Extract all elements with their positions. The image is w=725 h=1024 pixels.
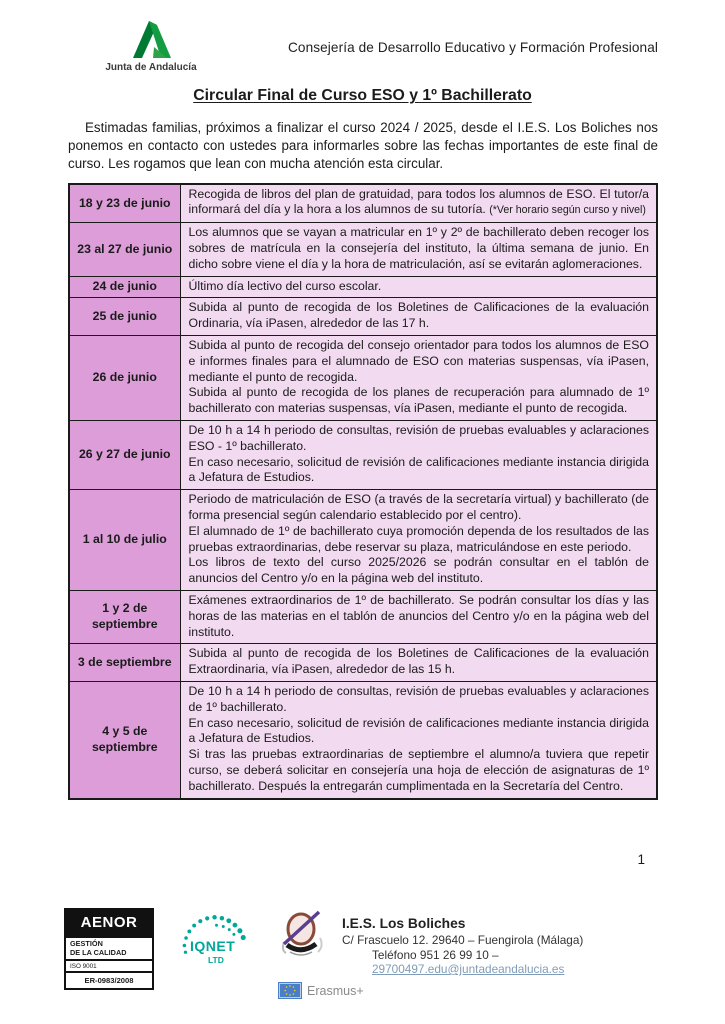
iqnet-name: IQNET: [190, 938, 236, 954]
aenor-logo: AENOR: [66, 910, 152, 936]
brand-name: Junta de Andalucía: [105, 62, 197, 73]
school-name: I.E.S. Los Boliches: [342, 916, 466, 931]
erasmus-label: Erasmus+: [307, 983, 364, 998]
date-cell: 18 y 23 de junio: [69, 184, 180, 223]
intro-paragraph: Estimadas familias, próximos a finalizar el curso 2024 / 2025, desde el I.E.S. Los Boliches nos ponemos en contacto con ustedes para informarles sobre las fechas importantes de este final de curso. Les rogamos que lean con mucha atención esta circular.: [68, 120, 658, 172]
school-email-link[interactable]: 29700497.edu@juntadeandalucia.es: [372, 962, 565, 976]
description-cell: Periodo de matriculación de ESO (a través de la secretaría virtual) y bachillerato (de forma presencial según calendario establecido por el centro). El alumnado de 1º de bachillerato cuya promoción dependa de los resultados de las pruebas extraordinarias, debe reservar su plaza, matriculándose en este periodo. Los libros de texto del curso 2025/2026 se podrán consultar en el tablón de anuncios del Centro y/o en la página web del instituto.: [180, 490, 657, 591]
table-row: [69, 490, 657, 591]
aenor-certification-badge: [64, 908, 154, 990]
description-cell: Los alumnos que se vayan a matricular en 1º y 2º de bachillerato deben recoger los sobres de matrícula en la consejería del instituto, la última semana de junio. En dicho sobre viene el día y la hora de matriculación, así se evitarán aglomeraciones.: [180, 223, 657, 276]
aenor-gestion-label: GESTIÓN DE LA CALIDAD: [66, 936, 152, 959]
school-text: [342, 908, 664, 976]
table-row: [69, 335, 657, 420]
description-cell: Último día lectivo del curso escolar.: [180, 276, 657, 298]
description-cell: Recogida de libros del plan de gratuidad, para todos los alumnos de ESO. El tutor/a informará del día y la hora a los alumnos de su tutoría. (*Ver horario según curso y nivel): [180, 184, 657, 223]
date-cell: 1 al 10 de julio: [69, 490, 180, 591]
description-cell: Subida al punto de recogida de los Boletines de Calificaciones de la evaluación Extraordinaria, vía iPasen, alrededor de las 15 h.: [180, 644, 657, 682]
date-cell: 3 de septiembre: [69, 644, 180, 682]
description-cell: Subida al punto de recogida de los Boletines de Calificaciones de la evaluación Ordinaria, vía iPasen, alrededor de las 17 h.: [180, 298, 657, 336]
schedule-table-body: [69, 184, 657, 799]
table-row: [69, 184, 657, 223]
document-footer: [64, 908, 664, 999]
table-row: [69, 681, 657, 798]
aenor-iso-label: ISO 9001: [66, 959, 152, 971]
date-cell: 24 de junio: [69, 276, 180, 298]
date-cell: 26 y 27 de junio: [69, 420, 180, 489]
table-row: [69, 644, 657, 682]
eu-flag-icon: [278, 982, 302, 999]
junta-andalucia-a-icon: [125, 16, 177, 60]
table-row: [69, 420, 657, 489]
date-cell: 26 de junio: [69, 335, 180, 420]
page-number: 1: [637, 852, 645, 867]
table-row: [69, 223, 657, 276]
description-cell: Subida al punto de recogida del consejo orientador para todos los alumnos de ESO e informes finales para el alumnado de ESO con materias suspensas, vía iPasen, mediante el punto de recogida. Subida al punto de recogida de los planes de recuperación para alumnado de 1º bachillerato con materias suspensas, vía iPasen, mediante el punto de recogida.: [180, 335, 657, 420]
description-cell: De 10 h a 14 h periodo de consultas, revisión de pruebas evaluables y aclaraciones ESO - 1º bachillerato. En caso necesario, solicitud de revisión de calificaciones mediante instancia dirigida a Jefatura de Estudios.: [180, 420, 657, 489]
schedule-table: [68, 183, 658, 800]
date-cell: 1 y 2 de septiembre: [69, 590, 180, 643]
page-title: Circular Final de Curso ESO y 1º Bachillerato: [193, 87, 532, 104]
iqnet-sub: LTD: [208, 955, 224, 965]
table-row: [69, 276, 657, 298]
description-cell: De 10 h a 14 h periodo de consultas, revisión de pruebas evaluables y aclaraciones de 1º bachillerato. En caso necesario, solicitud de revisión de calificaciones mediante instancia dirigida a Jefatura de Estudios. Si tras las pruebas extraordinarias de septiembre el alumno/a tuviera que repetir curso, se deberá solicitar en consejería una hoja de elección de asignaturas de 1º bachillerato. Después la entregarán cumplimentada en la Secretaría del Centro.: [180, 681, 657, 798]
table-row: [69, 590, 657, 643]
erasmus-block: [278, 982, 664, 999]
school-address: C/ Frascuelo 12. 29640 – Fuengirola (Málaga): [342, 933, 584, 947]
school-logo-icon: [276, 908, 328, 965]
aenor-cert-number: ER-0983/2008: [66, 971, 152, 988]
iqnet-logo: [176, 908, 254, 986]
date-cell: 23 al 27 de junio: [69, 223, 180, 276]
school-info-block: [276, 908, 664, 999]
table-row: [69, 298, 657, 336]
junta-andalucia-logo: [95, 16, 207, 73]
date-cell: 4 y 5 de septiembre: [69, 681, 180, 798]
date-cell: 25 de junio: [69, 298, 180, 336]
document-header: [0, 0, 725, 73]
department-title: Consejería de Desarrollo Educativo y Formación Profesional: [288, 40, 658, 55]
description-cell: Exámenes extraordinarios de 1º de bachillerato. Se podrán consultar los días y las horas de las materias en el tablón de anuncios del Centro y/o en la página web del instituto.: [180, 590, 657, 643]
school-phone: Teléfono 951 26 99 10 – 29700497.edu@juntadeandalucia.es: [372, 948, 565, 976]
